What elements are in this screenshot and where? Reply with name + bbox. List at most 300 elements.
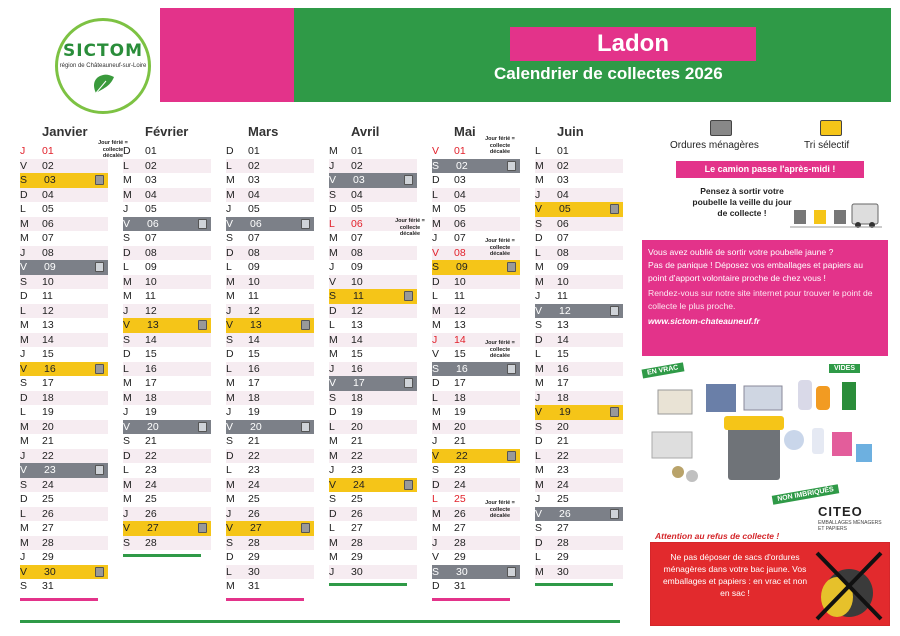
day-row [226, 260, 314, 275]
day-letter: M [535, 362, 544, 375]
day-number: 06 [454, 217, 466, 230]
day-letter: M [226, 188, 235, 201]
day-letter: V [20, 159, 28, 172]
day-letter: V [329, 377, 337, 389]
tag-non-imbriques: NON IMBRIQUÉS [772, 484, 840, 505]
day-number: 17 [454, 377, 466, 389]
day-number: 27 [557, 522, 569, 534]
household-bin-icon [301, 219, 310, 229]
day-number: 17 [248, 377, 260, 389]
day-number: 18 [454, 391, 466, 404]
day-letter: D [226, 551, 234, 563]
month-underline [329, 583, 407, 586]
day-row [226, 521, 314, 536]
day-letter: S [20, 174, 28, 186]
month-underline [535, 583, 613, 586]
household-bin-icon [710, 120, 732, 136]
day-letter: J [329, 565, 335, 578]
day-number: 17 [353, 377, 365, 389]
day-number: 08 [557, 246, 569, 259]
day-row [123, 376, 211, 391]
day-number: 11 [42, 290, 53, 302]
day-row [329, 304, 417, 319]
day-letter: S [535, 522, 543, 534]
day-letter: M [20, 420, 29, 433]
legend-recycling: Tri sélectif [804, 140, 850, 151]
day-row [20, 202, 108, 217]
day-number: 03 [145, 174, 157, 186]
day-number: 11 [454, 290, 465, 302]
day-number: 27 [147, 522, 159, 534]
day-row [226, 246, 314, 261]
day-number: 26 [559, 507, 571, 520]
day-row [123, 188, 211, 203]
day-number: 15 [454, 348, 466, 360]
day-letter: M [226, 174, 235, 186]
recycling-bin-icon [610, 204, 619, 214]
no-bags-icon [815, 551, 883, 621]
warning-title: Attention au refus de collecte ! [655, 531, 780, 541]
day-row [329, 159, 417, 174]
day-number: 14 [454, 333, 466, 346]
recycling-bin-icon [301, 523, 310, 533]
day-row [432, 362, 520, 377]
day-row [329, 507, 417, 522]
day-number: 07 [248, 232, 260, 244]
day-number: 16 [456, 362, 468, 375]
day-number: 09 [145, 261, 157, 273]
day-row [329, 246, 417, 261]
day-row [123, 507, 211, 522]
month-column [20, 124, 108, 594]
day-letter: M [535, 565, 544, 578]
recycling-bin-icon [198, 523, 207, 533]
day-letter: D [535, 536, 543, 549]
day-letter: D [329, 507, 337, 520]
day-letter: D [20, 188, 28, 201]
day-letter: S [226, 435, 234, 447]
day-number: 29 [557, 551, 569, 563]
day-row [123, 333, 211, 348]
day-row [20, 347, 108, 362]
day-letter: S [20, 377, 28, 389]
day-number: 10 [557, 275, 569, 288]
day-number: 15 [351, 348, 363, 360]
day-letter: M [226, 493, 235, 505]
day-letter: J [329, 362, 335, 375]
day-letter: M [226, 580, 235, 592]
day-letter: S [329, 290, 337, 302]
month-underline [123, 554, 201, 557]
day-letter: M [432, 507, 441, 520]
day-letter: M [329, 536, 338, 549]
month-name: Mars [248, 124, 279, 139]
day-letter: S [20, 275, 28, 288]
day-number: 10 [248, 275, 260, 288]
day-number: 10 [42, 275, 54, 288]
day-number: 24 [353, 478, 365, 491]
day-letter: J [20, 246, 26, 259]
day-row [535, 550, 623, 565]
day-letter: M [535, 261, 544, 273]
day-row [20, 478, 108, 493]
website-link[interactable]: www.sictom-chateauneuf.fr [648, 316, 760, 326]
recycling-bin-icon [95, 175, 104, 185]
day-number: 04 [351, 188, 363, 201]
day-row [123, 231, 211, 246]
day-letter: M [226, 290, 235, 302]
forgot-line-2: Pas de panique ! Déposez vos emballages et papiers au point d'apport volontaire proche de chez vous ! [648, 260, 863, 283]
day-letter: S [123, 333, 131, 346]
day-letter: M [20, 522, 29, 534]
day-number: 28 [145, 536, 157, 549]
day-row [20, 318, 108, 333]
day-letter: D [329, 203, 337, 215]
day-row [432, 304, 520, 319]
day-number: 02 [145, 159, 157, 172]
day-letter: S [432, 261, 440, 273]
bottom-bar [20, 620, 620, 623]
day-number: 29 [248, 551, 260, 563]
day-letter: D [20, 391, 28, 404]
day-letter: J [432, 232, 438, 244]
day-letter: L [226, 565, 232, 578]
day-letter: V [535, 203, 543, 215]
day-row [329, 420, 417, 435]
day-number: 07 [454, 232, 466, 244]
day-number: 01 [454, 145, 466, 157]
day-letter: J [329, 464, 335, 476]
day-number: 24 [557, 478, 569, 491]
day-row [226, 231, 314, 246]
day-row [226, 144, 314, 159]
recycling-bin-icon [820, 120, 842, 136]
day-row [329, 405, 417, 420]
day-letter: L [226, 159, 232, 172]
day-row [535, 144, 623, 159]
logo-name: SICTOM [62, 41, 143, 61]
day-number: 01 [557, 145, 569, 157]
day-row [20, 521, 108, 536]
day-number: 25 [145, 493, 157, 505]
day-letter: J [123, 406, 129, 418]
day-letter: M [20, 536, 29, 549]
day-letter: J [20, 551, 26, 563]
day-row [535, 536, 623, 551]
day-number: 01 [248, 145, 260, 157]
day-letter: V [20, 464, 28, 476]
month-name: Juin [557, 124, 584, 139]
day-number: 25 [42, 493, 54, 505]
day-row [535, 405, 623, 420]
day-number: 20 [351, 420, 363, 433]
day-row [123, 420, 211, 435]
day-number: 14 [145, 333, 157, 346]
day-number: 03 [353, 174, 365, 186]
day-letter: M [123, 493, 132, 505]
household-bin-icon [404, 175, 413, 185]
day-number: 05 [559, 203, 571, 215]
day-row [226, 449, 314, 464]
day-letter: M [535, 159, 544, 172]
day-letter: V [20, 362, 28, 375]
day-number: 18 [145, 391, 157, 404]
day-letter: M [329, 348, 338, 360]
day-number: 12 [559, 304, 571, 317]
day-row [535, 260, 623, 275]
day-letter: M [432, 406, 441, 418]
day-row [123, 304, 211, 319]
month-name: Février [145, 124, 189, 139]
day-number: 22 [42, 449, 54, 462]
day-number: 06 [351, 217, 363, 230]
day-number: 19 [559, 406, 571, 418]
day-row [123, 289, 211, 304]
day-row [20, 333, 108, 348]
day-row [329, 144, 417, 159]
day-number: 12 [454, 304, 466, 317]
day-row [535, 231, 623, 246]
day-letter: J [20, 145, 26, 157]
holiday-note: Jour férié = collecte décalée [395, 218, 425, 237]
day-number: 09 [456, 261, 468, 273]
day-letter: L [432, 391, 438, 404]
day-number: 09 [351, 261, 363, 273]
day-row [329, 173, 417, 188]
day-row [329, 478, 417, 493]
day-row [20, 246, 108, 261]
day-letter: J [123, 203, 129, 215]
day-number: 18 [351, 391, 363, 404]
day-number: 26 [454, 507, 466, 520]
day-row [226, 420, 314, 435]
day-number: 06 [250, 217, 262, 230]
day-number: 15 [145, 348, 157, 360]
day-number: 22 [557, 449, 569, 462]
day-number: 19 [145, 406, 157, 418]
day-letter: D [226, 246, 234, 259]
day-letter: M [329, 449, 338, 462]
day-row [20, 536, 108, 551]
day-row [123, 478, 211, 493]
day-number: 04 [557, 188, 569, 201]
day-row [20, 420, 108, 435]
day-letter: D [123, 348, 131, 360]
recycling-bin-icon [404, 480, 413, 490]
household-bin-icon [610, 306, 619, 316]
day-number: 30 [557, 565, 569, 578]
household-bin-icon [198, 219, 207, 229]
day-letter: M [432, 217, 441, 230]
day-letter: D [329, 304, 337, 317]
day-row [123, 362, 211, 377]
day-letter: L [123, 464, 129, 476]
day-number: 21 [557, 435, 569, 447]
day-letter: S [329, 493, 337, 505]
calendar-title: Calendrier de collectes 2026 [494, 64, 723, 83]
day-number: 03 [248, 174, 260, 186]
day-letter: L [329, 522, 335, 534]
day-letter: M [20, 232, 29, 244]
reminder-text: Pensez à sortir votre poubelle la veille du jour de collecte ! [692, 186, 792, 218]
day-row [535, 289, 623, 304]
recyclables-illustration [648, 380, 878, 488]
day-row [123, 521, 211, 536]
day-letter: L [329, 420, 335, 433]
holiday-note: Jour férié = collecte décalée [98, 140, 128, 159]
day-letter: D [20, 493, 28, 505]
day-row [123, 536, 211, 551]
month-column [123, 124, 211, 550]
day-letter: V [20, 261, 28, 273]
day-number: 05 [145, 203, 157, 215]
day-letter: J [535, 290, 541, 302]
household-bin-icon [507, 567, 516, 577]
day-number: 21 [454, 435, 466, 447]
month-column [329, 124, 417, 579]
day-row [329, 275, 417, 290]
day-letter: S [432, 565, 440, 578]
day-letter: S [432, 159, 440, 172]
day-letter: J [329, 261, 335, 273]
day-row [20, 159, 108, 174]
day-number: 22 [456, 449, 468, 462]
day-row [535, 275, 623, 290]
day-row [226, 579, 314, 594]
day-row [123, 492, 211, 507]
day-number: 26 [145, 507, 157, 520]
day-number: 23 [145, 464, 157, 476]
day-letter: L [432, 188, 438, 201]
day-letter: M [432, 203, 441, 215]
month-underline [226, 598, 304, 601]
day-letter: M [535, 377, 544, 389]
day-row [226, 507, 314, 522]
day-number: 28 [351, 536, 363, 549]
day-row [535, 173, 623, 188]
day-letter: L [432, 493, 438, 505]
recycling-bin-icon [507, 262, 516, 272]
day-letter: L [226, 261, 232, 273]
day-row [20, 231, 108, 246]
month-underline [432, 598, 510, 601]
day-number: 16 [248, 362, 260, 375]
day-letter: L [535, 551, 541, 563]
day-letter: D [329, 406, 337, 418]
legend [670, 120, 880, 154]
day-number: 21 [351, 435, 363, 447]
day-row [123, 318, 211, 333]
day-number: 26 [42, 507, 54, 520]
day-row [123, 405, 211, 420]
day-row [20, 463, 108, 478]
day-number: 10 [454, 275, 466, 288]
day-row [226, 347, 314, 362]
day-row [123, 449, 211, 464]
recycling-bin-icon [95, 567, 104, 577]
day-row [226, 275, 314, 290]
day-letter: D [226, 449, 234, 462]
day-row [20, 188, 108, 203]
day-number: 23 [351, 464, 363, 476]
day-letter: L [329, 319, 335, 331]
day-number: 07 [351, 232, 363, 244]
day-row [123, 347, 211, 362]
day-letter: V [329, 275, 337, 288]
day-number: 31 [248, 580, 260, 592]
day-number: 27 [454, 522, 466, 534]
day-number: 14 [557, 333, 569, 346]
day-letter: D [226, 145, 234, 157]
leaf-icon [90, 73, 116, 95]
day-number: 08 [145, 246, 157, 259]
day-number: 19 [42, 406, 54, 418]
day-number: 20 [250, 420, 262, 433]
recycling-bin-icon [95, 364, 104, 374]
day-row [123, 434, 211, 449]
day-letter: S [329, 188, 337, 201]
day-row [329, 492, 417, 507]
day-letter: D [123, 246, 131, 259]
citeo-subtitle: EMBALLAGES MÉNAGERS ET PAPIERS [818, 520, 882, 532]
day-row [329, 565, 417, 580]
recycling-bin-icon [301, 320, 310, 330]
day-number: 10 [145, 275, 157, 288]
day-row [535, 159, 623, 174]
truck-icon [790, 196, 882, 228]
day-number: 17 [42, 377, 54, 389]
day-number: 19 [351, 406, 363, 418]
day-row [20, 492, 108, 507]
day-row [20, 376, 108, 391]
day-number: 15 [42, 348, 54, 360]
day-row [226, 550, 314, 565]
day-row [123, 202, 211, 217]
day-letter: S [20, 580, 28, 592]
day-number: 19 [454, 406, 466, 418]
day-row [123, 275, 211, 290]
day-letter: S [123, 232, 131, 244]
day-row [329, 434, 417, 449]
day-row [432, 275, 520, 290]
legend-household: Ordures ménagères [670, 140, 759, 151]
day-row [226, 362, 314, 377]
day-letter: S [123, 536, 131, 549]
day-letter: D [432, 174, 440, 186]
day-letter: J [123, 507, 129, 520]
day-letter: V [432, 551, 440, 563]
day-letter: M [329, 246, 338, 259]
day-number: 30 [44, 565, 56, 578]
day-letter: L [123, 362, 129, 375]
day-row [535, 318, 623, 333]
day-row [20, 434, 108, 449]
day-letter: L [226, 362, 232, 375]
day-number: 15 [557, 348, 569, 360]
day-letter: M [226, 377, 235, 389]
logo-subtitle: région de Châteauneuf-sur-Loire [59, 63, 147, 69]
day-row [535, 420, 623, 435]
day-letter: L [432, 290, 438, 302]
day-row [226, 333, 314, 348]
day-row [329, 347, 417, 362]
day-row [123, 391, 211, 406]
household-bin-icon [610, 509, 619, 519]
day-number: 03 [557, 174, 569, 186]
day-number: 08 [351, 246, 363, 259]
day-letter: L [20, 507, 26, 520]
day-row [226, 376, 314, 391]
